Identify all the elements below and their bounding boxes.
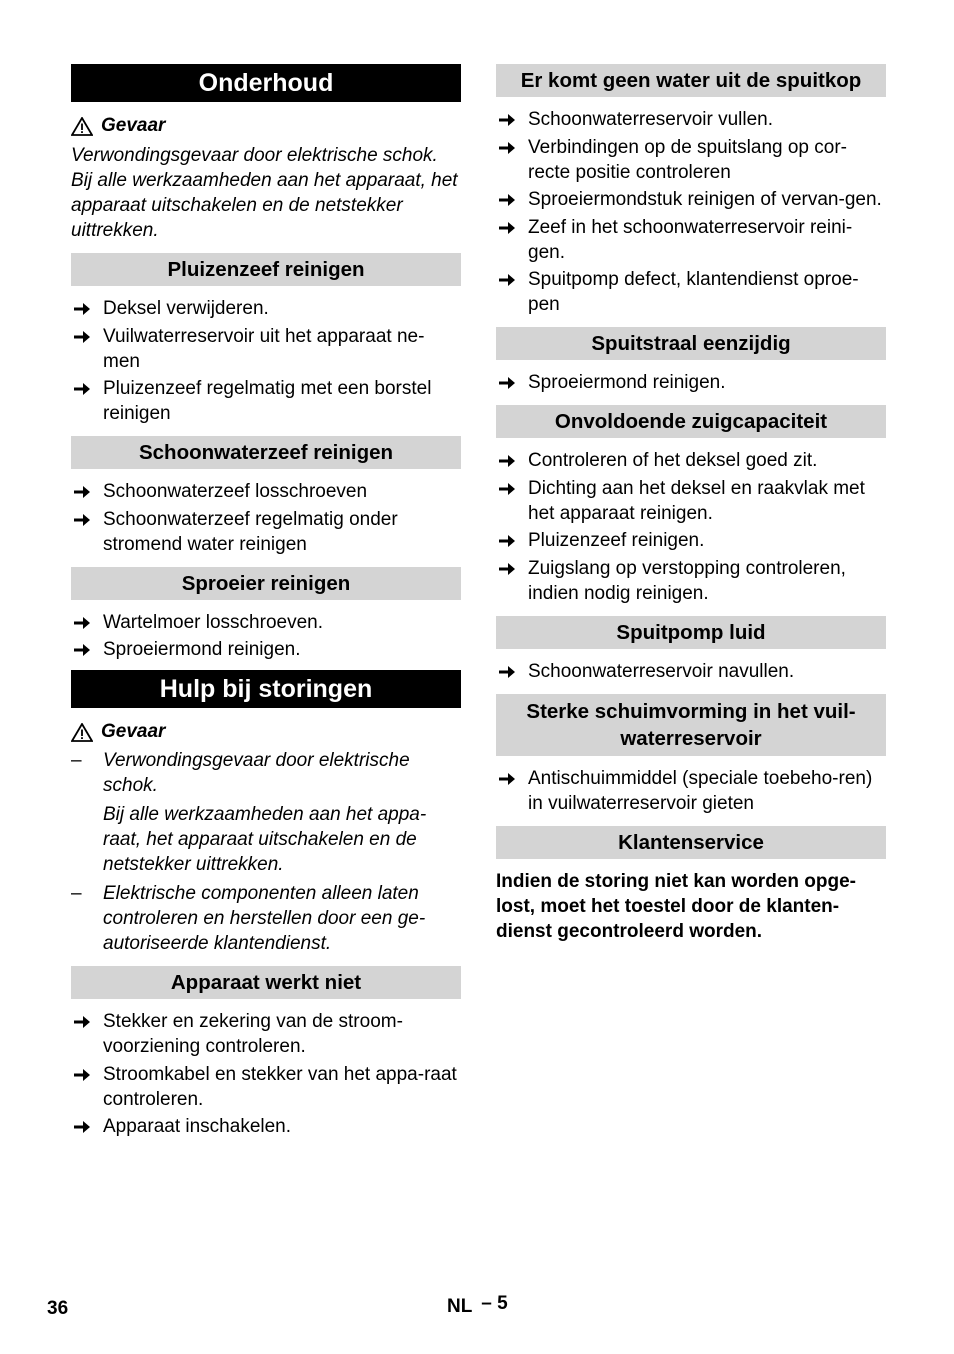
section-title-onderhoud: Onderhoud (71, 64, 461, 102)
instruction-list (496, 448, 886, 606)
list-item: Stekker en zekering van de stroom-voorziening controleren. (71, 1009, 461, 1059)
instruction-list (496, 370, 886, 395)
list-item: Zuigslang op verstopping controleren, indien nodig reinigen. (496, 556, 886, 606)
list-item: – Elektrische componenten alleen laten controleren en herstellen door een ge-autoriseerde klantendienst. (71, 883, 426, 954)
arrow-right-icon (73, 1015, 91, 1029)
arrow-right-icon (73, 513, 91, 527)
arrow-right-icon (498, 273, 516, 287)
arrow-right-icon (73, 616, 91, 630)
instruction-list (71, 296, 461, 426)
arrow-right-icon (498, 772, 516, 786)
arrow-right-icon (498, 454, 516, 468)
list-item: Antischuimmiddel (speciale toebeho-ren) in vuilwaterreservoir gieten (496, 766, 886, 816)
footer-section-label (447, 1293, 508, 1318)
right-column (496, 64, 886, 944)
subsection-title: Spuitstraal eenzijdig (496, 327, 886, 360)
subsection-title: Er komt geen water uit de spuitkop (496, 64, 886, 97)
instruction-list (496, 659, 886, 684)
subsection-title: Sproeier reinigen (71, 567, 461, 600)
list-item: Schoonwaterzeef regelmatig onder stromend water reinigen (71, 507, 461, 557)
instruction-list (71, 610, 461, 663)
arrow-right-icon (73, 330, 91, 344)
list-item: Dichting aan het deksel en raakvlak met het apparaat reinigen. (496, 476, 886, 526)
warning-text: Verwondingsgevaar door elektrische schok. (71, 145, 438, 166)
arrow-right-icon (73, 382, 91, 396)
language-code: NL (447, 1296, 472, 1317)
warning-triangle-icon (71, 723, 93, 742)
instruction-list (496, 107, 886, 317)
subsection-title: Sterke schuimvorming in het vuil-waterreservoir (496, 694, 886, 756)
arrow-right-icon (498, 482, 516, 496)
list-item: – Verwondingsgevaar door elektrische schok. Bij alle werkzaamheden aan het appa-raat, het apparaat uitschakelen en de netstekker uittrekken. (71, 750, 427, 875)
warning-list (71, 748, 461, 956)
subsection-title: Onvoldoende zuigcapaciteit (496, 405, 886, 438)
subsection-title: Spuitpomp luid (496, 616, 886, 649)
list-item: Sproeiermond reinigen. (71, 637, 461, 662)
list-item: Wartelmoer losschroeven. (71, 610, 461, 635)
list-item: Sproeiermondstuk reinigen of vervan-gen. (496, 187, 886, 212)
list-item: Apparaat inschakelen. (71, 1114, 461, 1139)
subsection-title: Klantenservice (496, 826, 886, 859)
list-item: Spuitpomp defect, klantendienst oproe-pen (496, 267, 886, 317)
dash-bullet: – (71, 883, 82, 904)
arrow-right-icon (498, 193, 516, 207)
list-item: Schoonwaterreservoir vullen. (496, 107, 886, 132)
instruction-list (71, 479, 461, 557)
subsection-title: Pluizenzeef reinigen (71, 253, 461, 286)
list-item: Pluizenzeef regelmatig met een borstel reinigen (71, 376, 461, 426)
arrow-right-icon (498, 665, 516, 679)
subsection-title: Apparaat werkt niet (71, 966, 461, 999)
instruction-list (496, 766, 886, 816)
warning-triangle-icon (71, 117, 93, 136)
warning-label: Gevaar (101, 115, 166, 136)
arrow-right-icon (498, 376, 516, 390)
arrow-right-icon (498, 534, 516, 548)
arrow-right-icon (498, 562, 516, 576)
list-item: Verbindingen op de spuitslang op cor-recte positie controleren (496, 135, 886, 185)
arrow-right-icon (73, 643, 91, 657)
list-item: Zeef in het schoonwaterreservoir reini-gen. (496, 215, 886, 265)
arrow-right-icon (73, 1068, 91, 1082)
arrow-right-icon (498, 141, 516, 155)
warning-text: Bij alle werkzaamheden aan het apparaat, het apparaat uitschakelen en de netstekker uittrekken. (71, 170, 458, 241)
arrow-right-icon (73, 485, 91, 499)
arrow-right-icon (498, 221, 516, 235)
page-number: 36 (47, 1298, 69, 1319)
list-item: Controleren of het deksel goed zit. (496, 448, 886, 473)
arrow-right-icon (73, 302, 91, 316)
list-item: Schoonwaterreservoir navullen. (496, 659, 886, 684)
instruction-list (71, 1009, 461, 1139)
list-item: Sproeiermond reinigen. (496, 370, 886, 395)
warning-label: Gevaar (101, 721, 166, 742)
arrow-right-icon (73, 1120, 91, 1134)
section-title-hulp: Hulp bij storingen (71, 670, 461, 708)
left-column (71, 64, 461, 1142)
warning-heading (71, 720, 461, 744)
list-item: Vuilwaterreservoir uit het apparaat ne-men (71, 324, 461, 374)
warning-heading (71, 114, 461, 138)
list-item: Pluizenzeef reinigen. (496, 528, 886, 553)
dash-bullet: – (71, 750, 82, 771)
arrow-right-icon (498, 113, 516, 127)
list-item: Deksel verwijderen. (71, 296, 461, 321)
list-item: Stroomkabel en stekker van het appa-raat controleren. (71, 1062, 461, 1112)
section-page: – 5 (481, 1293, 508, 1314)
service-note: Indien de storing niet kan worden opge-lost, moet het toestel door de klanten-dienst gecontroleerd worden. (496, 870, 856, 942)
subsection-title: Schoonwaterzeef reinigen (71, 436, 461, 469)
list-item: Schoonwaterzeef losschroeven (71, 479, 461, 504)
